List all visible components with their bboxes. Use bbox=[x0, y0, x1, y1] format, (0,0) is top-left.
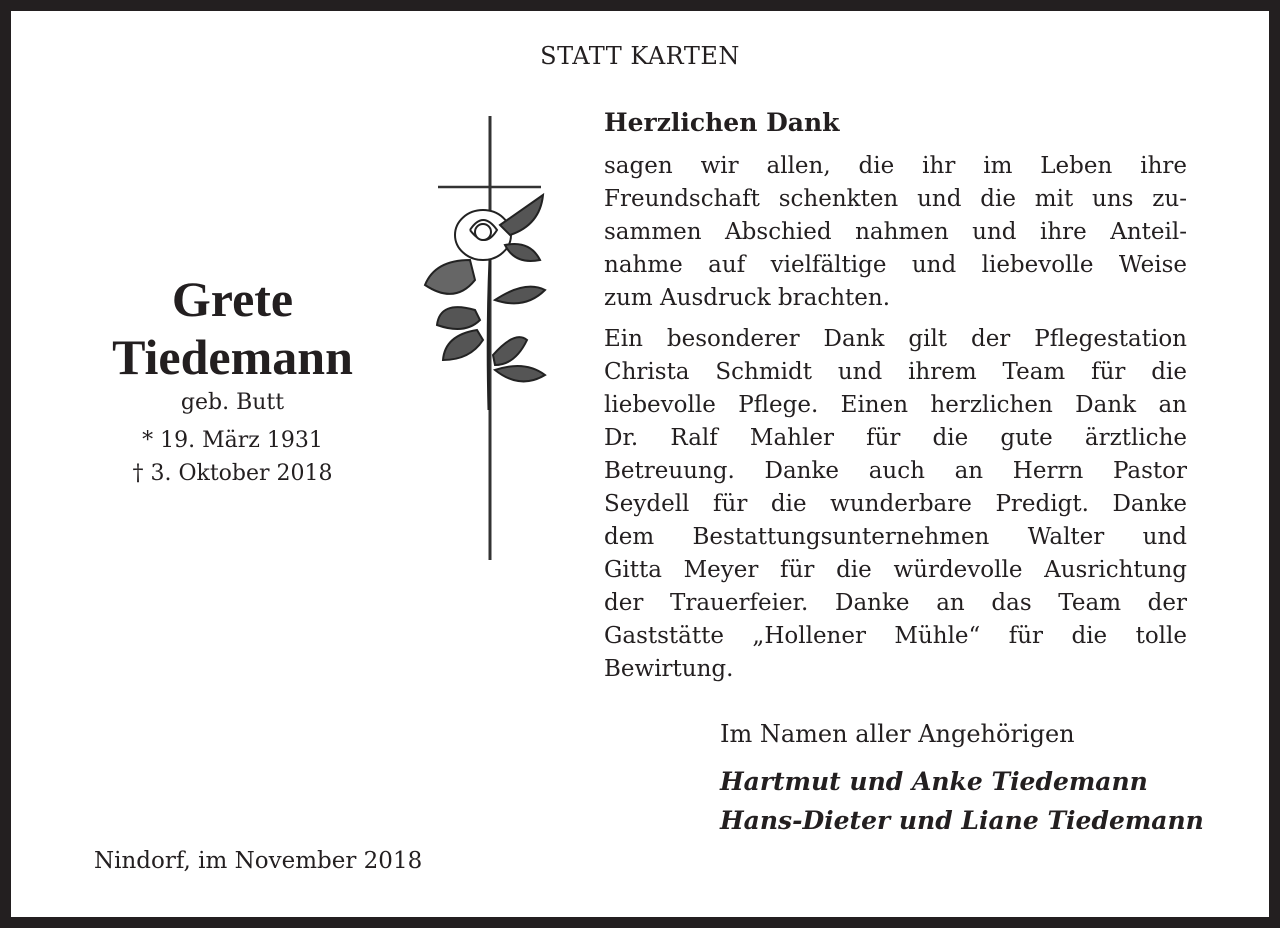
text-line: liebevolle Pflege. Einen herzlichen Dank an bbox=[604, 392, 1187, 418]
text-line: Dr. Ralf Mahler für die gute ärztliche bbox=[604, 425, 1187, 451]
text-line: der Trauerfeier. Danke an das Team der bbox=[604, 590, 1187, 616]
text-line: Freundschaft schenkten und die mit uns zu- bbox=[604, 186, 1187, 212]
deceased-last-name: Tiedemann bbox=[112, 329, 353, 385]
text-line: Seydell für die wunderbare Predigt. Danke bbox=[604, 491, 1187, 517]
text-line: Bewirtung. bbox=[604, 656, 734, 682]
message-title: Herzlichen Dank bbox=[604, 108, 840, 137]
death-date: † 3. Oktober 2018 bbox=[132, 461, 333, 486]
message-paragraph-1 bbox=[604, 150, 1187, 315]
text-line: dem Bestattungsunternehmen Walter und bbox=[604, 524, 1187, 550]
text-line: sagen wir allen, die ihr im Leben ihre bbox=[604, 153, 1187, 179]
signature-name-2: Hans-Dieter und Liane Tiedemann bbox=[720, 806, 1204, 835]
text-line: zum Ausdruck brachten. bbox=[604, 285, 891, 311]
text-line: Christa Schmidt und ihrem Team für die bbox=[604, 359, 1187, 385]
header-statt-karten: STATT KARTEN bbox=[540, 42, 740, 70]
text-line: Betreuung. Danke auch an Herrn Pastor bbox=[604, 458, 1187, 484]
text-line: Ein besonderer Dank gilt der Pflegestation bbox=[604, 326, 1187, 352]
birth-date: * 19. März 1931 bbox=[142, 428, 323, 453]
text-line: nahme auf vielfältige und liebevolle Weise bbox=[604, 252, 1187, 278]
signature-intro: Im Namen aller Angehörigen bbox=[720, 720, 1075, 748]
signature-name-1: Hartmut und Anke Tiedemann bbox=[720, 767, 1148, 796]
text-line: Gaststätte „Hollener Mühle“ für die tolle bbox=[604, 623, 1187, 649]
text-line: Gitta Meyer für die würdevolle Ausrichtung bbox=[604, 557, 1187, 583]
deceased-first-name: Grete bbox=[171, 271, 294, 327]
maiden-name: geb. Butt bbox=[180, 390, 285, 415]
message-paragraph-2 bbox=[604, 323, 1187, 686]
place-date: Nindorf, im November 2018 bbox=[94, 848, 423, 874]
cross-rose-icon bbox=[415, 110, 565, 570]
text-line: sammen Abschied nahmen und ihre Anteil- bbox=[604, 219, 1187, 245]
